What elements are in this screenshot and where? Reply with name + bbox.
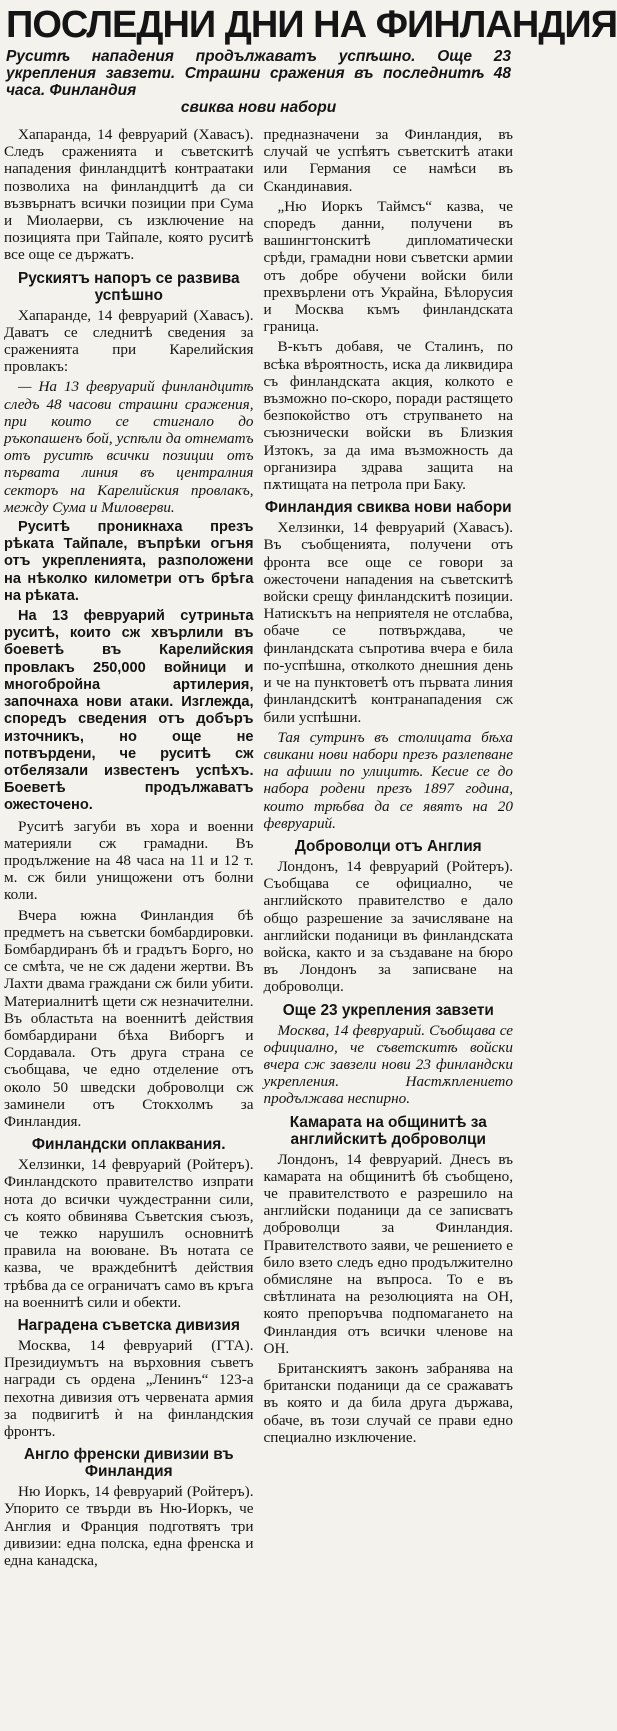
paragraph: Руситѣ проникнаха презъ рѣката Тайпале, въпрѣки огъня отъ укрепленията, разположени на нѣколко километри отъ брѣга на рѣката. [4,519,254,604]
paragraph: Лондонъ, 14 февруарий (Ройтеръ). Съобщава се официално, че английското правителство е дало общо разрешение за зачисляване на английски поданици въ финландската войска, както и за създаване на бюро въ Лондонъ за записване на доброволци. [263,857,513,996]
left-column [4,126,254,1731]
paragraph: Хелзинки, 14 февруарий (Хавасъ). Въ съобщенията, получени отъ фронта все още се говори за ожесточени нападения на съветскитѣ войски срещу финландскитѣ позиции. Натискътъ на неприятеля не отслабва, обаче се потвърждава, че финландската съпротива вчера е била по-успѣшна, отколкото днешния день и че на пунктоветѣ отъ първата линия финландскитѣ контранападения сж били успѣшни. [263,519,513,726]
paragraph: В-кътъ добавя, че Сталинъ, по всѣка вѣроятность, иска да ликвидира съ финландската акция, колкото е възможно по-скоро, поради растящето безпокойство отъ струпването на съюзнически войски въ Близкия Изтокъ, за да има възможность да организира здрава защита на пѫтищата на петрола при Баку. [263,338,513,494]
paragraph: „Ню Иоркъ Таймсъ“ казва, че споредъ данни, получени въ вашингтонскитѣ дипломатически срѣди, грамадни нови съветски армии отъ добре обучени войски били прехвърлени отъ Украйна, Бѣлорусия и Москва къмъ финландската граница. [263,197,513,336]
paragraph: Вчера южна Финландия бѣ предметъ на съветски бомбардировки. Бомбардиранъ бѣ и градътъ Борго, но се смѣта, че не сж дадени жертви. Въ Лахти двама граждани сж били убити. Материалнитѣ щети сж незначителни. Въ областьта на военнитѣ действия бомбардирани бѣха Виборгъ и Сордавала. Отъ друга страна се съобщава, че едно отделение отъ около 50 шведски доброволци сж заминели отъ Стокхолмъ за Финландия. [4,906,254,1130]
section-heading: Англо френски дивизии въ Финландия [23,1446,234,1481]
paragraph: предназначени за Финландия, въ случай че успѣятъ съветскитѣ атаки или Германия се намѣси въ Скандинавия. [263,126,513,195]
paragraph: Тая сутринъ въ столицата бѣха свикани нови набори презъ разлепване на афиши по улицитѣ. Кесие се до набора родени презъ 1897 година, които трѣбва да се явятъ на 20 февруарий. [263,728,513,832]
section-heading: Рускиятъ напоръ се развива успѣшно [17,269,240,304]
subtitle-tail: свиква нови набори [180,99,337,116]
section-heading: Доброволци отъ Англия [294,837,482,855]
headline-subtitle [6,48,511,116]
masthead [0,0,617,116]
section-heading: Финландия свиква нови набори [264,499,512,517]
paragraph: Лондонъ, 14 февруарий. Днесъ въ камарата на общинитѣ бѣ съобщено, че правителството е разрешило на английски поданици да се записватъ доброволци за Финландия. Правителството заяви, че решението е било взето следъ едно продължително обмисляне на въпроса. То е въ свѣтлината на резолюцията на ОН, която препоръчва подпомагането на Финландия отъ всички членове на ОН. [263,1150,513,1357]
paragraph: — На 13 февруарий финландцитѣ следъ 48 часови страшни сражения, при които се стигнало до ръкопашенъ бой, успѣли да отнематъ отъ руситѣ всички позиции отъ първата линия въ централния секторъ на Карелийския провлакъ, между Сума и Миловерви. [4,378,254,516]
paragraph: Хелзинки, 14 февруарий (Ройтеръ). Финландското правителство изпрати нота до всички чуждестранни сили, съ която обвинява Съветския съюзъ, че тежко нарушилъ основнитѣ правила на воюване. Въ нотата се казва, че враждебнитѣ действия трѣбва да се ограничатъ само въ кръга на военнитѣ сили и обекти. [4,1156,254,1311]
paragraph: Хапаранда, 14 февруарий (Хавасъ). Следъ сраженията и съветскитѣ нападения финландцитѣ контраатаки позволиха на финландцитѣ да си възвърнатъ всички позиции при Сума и Миолаерви, съ изключение на позицията при Тайпале, която руситѣ все още се държатъ. [4,126,254,264]
section-heading: Камарата на общинитѣ за английскитѣ доброволци [289,1113,487,1148]
section-heading: Още 23 укрепления завзети [282,1001,494,1019]
paragraph: Хапаранде, 14 февруарий (Хавасъ). Даватъ се следнитѣ сведения за сраженията при Карелийския провлакъ: [4,306,254,376]
page-title: ПОСЛЕДНИ ДНИ НА ФИНЛАНДИЯ [6,4,617,46]
article-columns [4,126,513,1731]
paragraph: Москва, 14 февруарий (ГТА). Президиумътъ на върховния съветъ награди съ ордена „Ленинъ“ 123-а пехотна дивизия отъ червената армия за подвигитѣ ѝ на финландския фронтъ. [4,1337,254,1441]
paragraph: Москва, 14 февруарий. Съобщава се официално, че съветскитѣ войски вчера сж завзели нови 23 финландски укрепления. Настѫплението продължава неспирно. [263,1021,513,1108]
paragraph: Руситѣ загуби въ хора и военни материяли сж грамадни. Въ продължение на 48 часа на 11 и 12 т. м. сж били унищожени отъ болни коли. [4,817,254,904]
section-heading: Наградена съветска дивизия [17,1317,240,1334]
paragraph: На 13 февруарий сутриньта руситѣ, които сж хвърлили въ боеветѣ въ Карелийския провлакъ 250,000 войници и многобройна артилерия, започнаха нови атаки. Изглежда, споредъ сведения отъ добъръ източникъ, но още не потвърдени, че руситѣ сж отбелязали известенъ успѣхъ. Боеветѣ продължаватъ ожесточено. [4,608,254,814]
paragraph: Ню Иоркъ, 14 февруарий (Ройтеръ). Упорито се твърди въ Ню-Иоркъ, че Англия и Франция подготвятъ три дивизии: една полска, една френска и една канадска, [4,1483,254,1570]
right-column [264,126,514,1731]
paragraph: Британскиятъ законъ забранява на британски поданици да се сражаватъ въ която и да била друга държава, обаче, въ този случай се прави едно специално изключение. [263,1360,513,1446]
section-heading: Финландски оплаквания. [31,1136,226,1154]
subtitle-text: Руситѣ нападения продължаватъ успѣшно. Още 23 укрепления завзети. Страшни сражения въ последнитѣ 48 часа. Финландия [6,48,511,99]
